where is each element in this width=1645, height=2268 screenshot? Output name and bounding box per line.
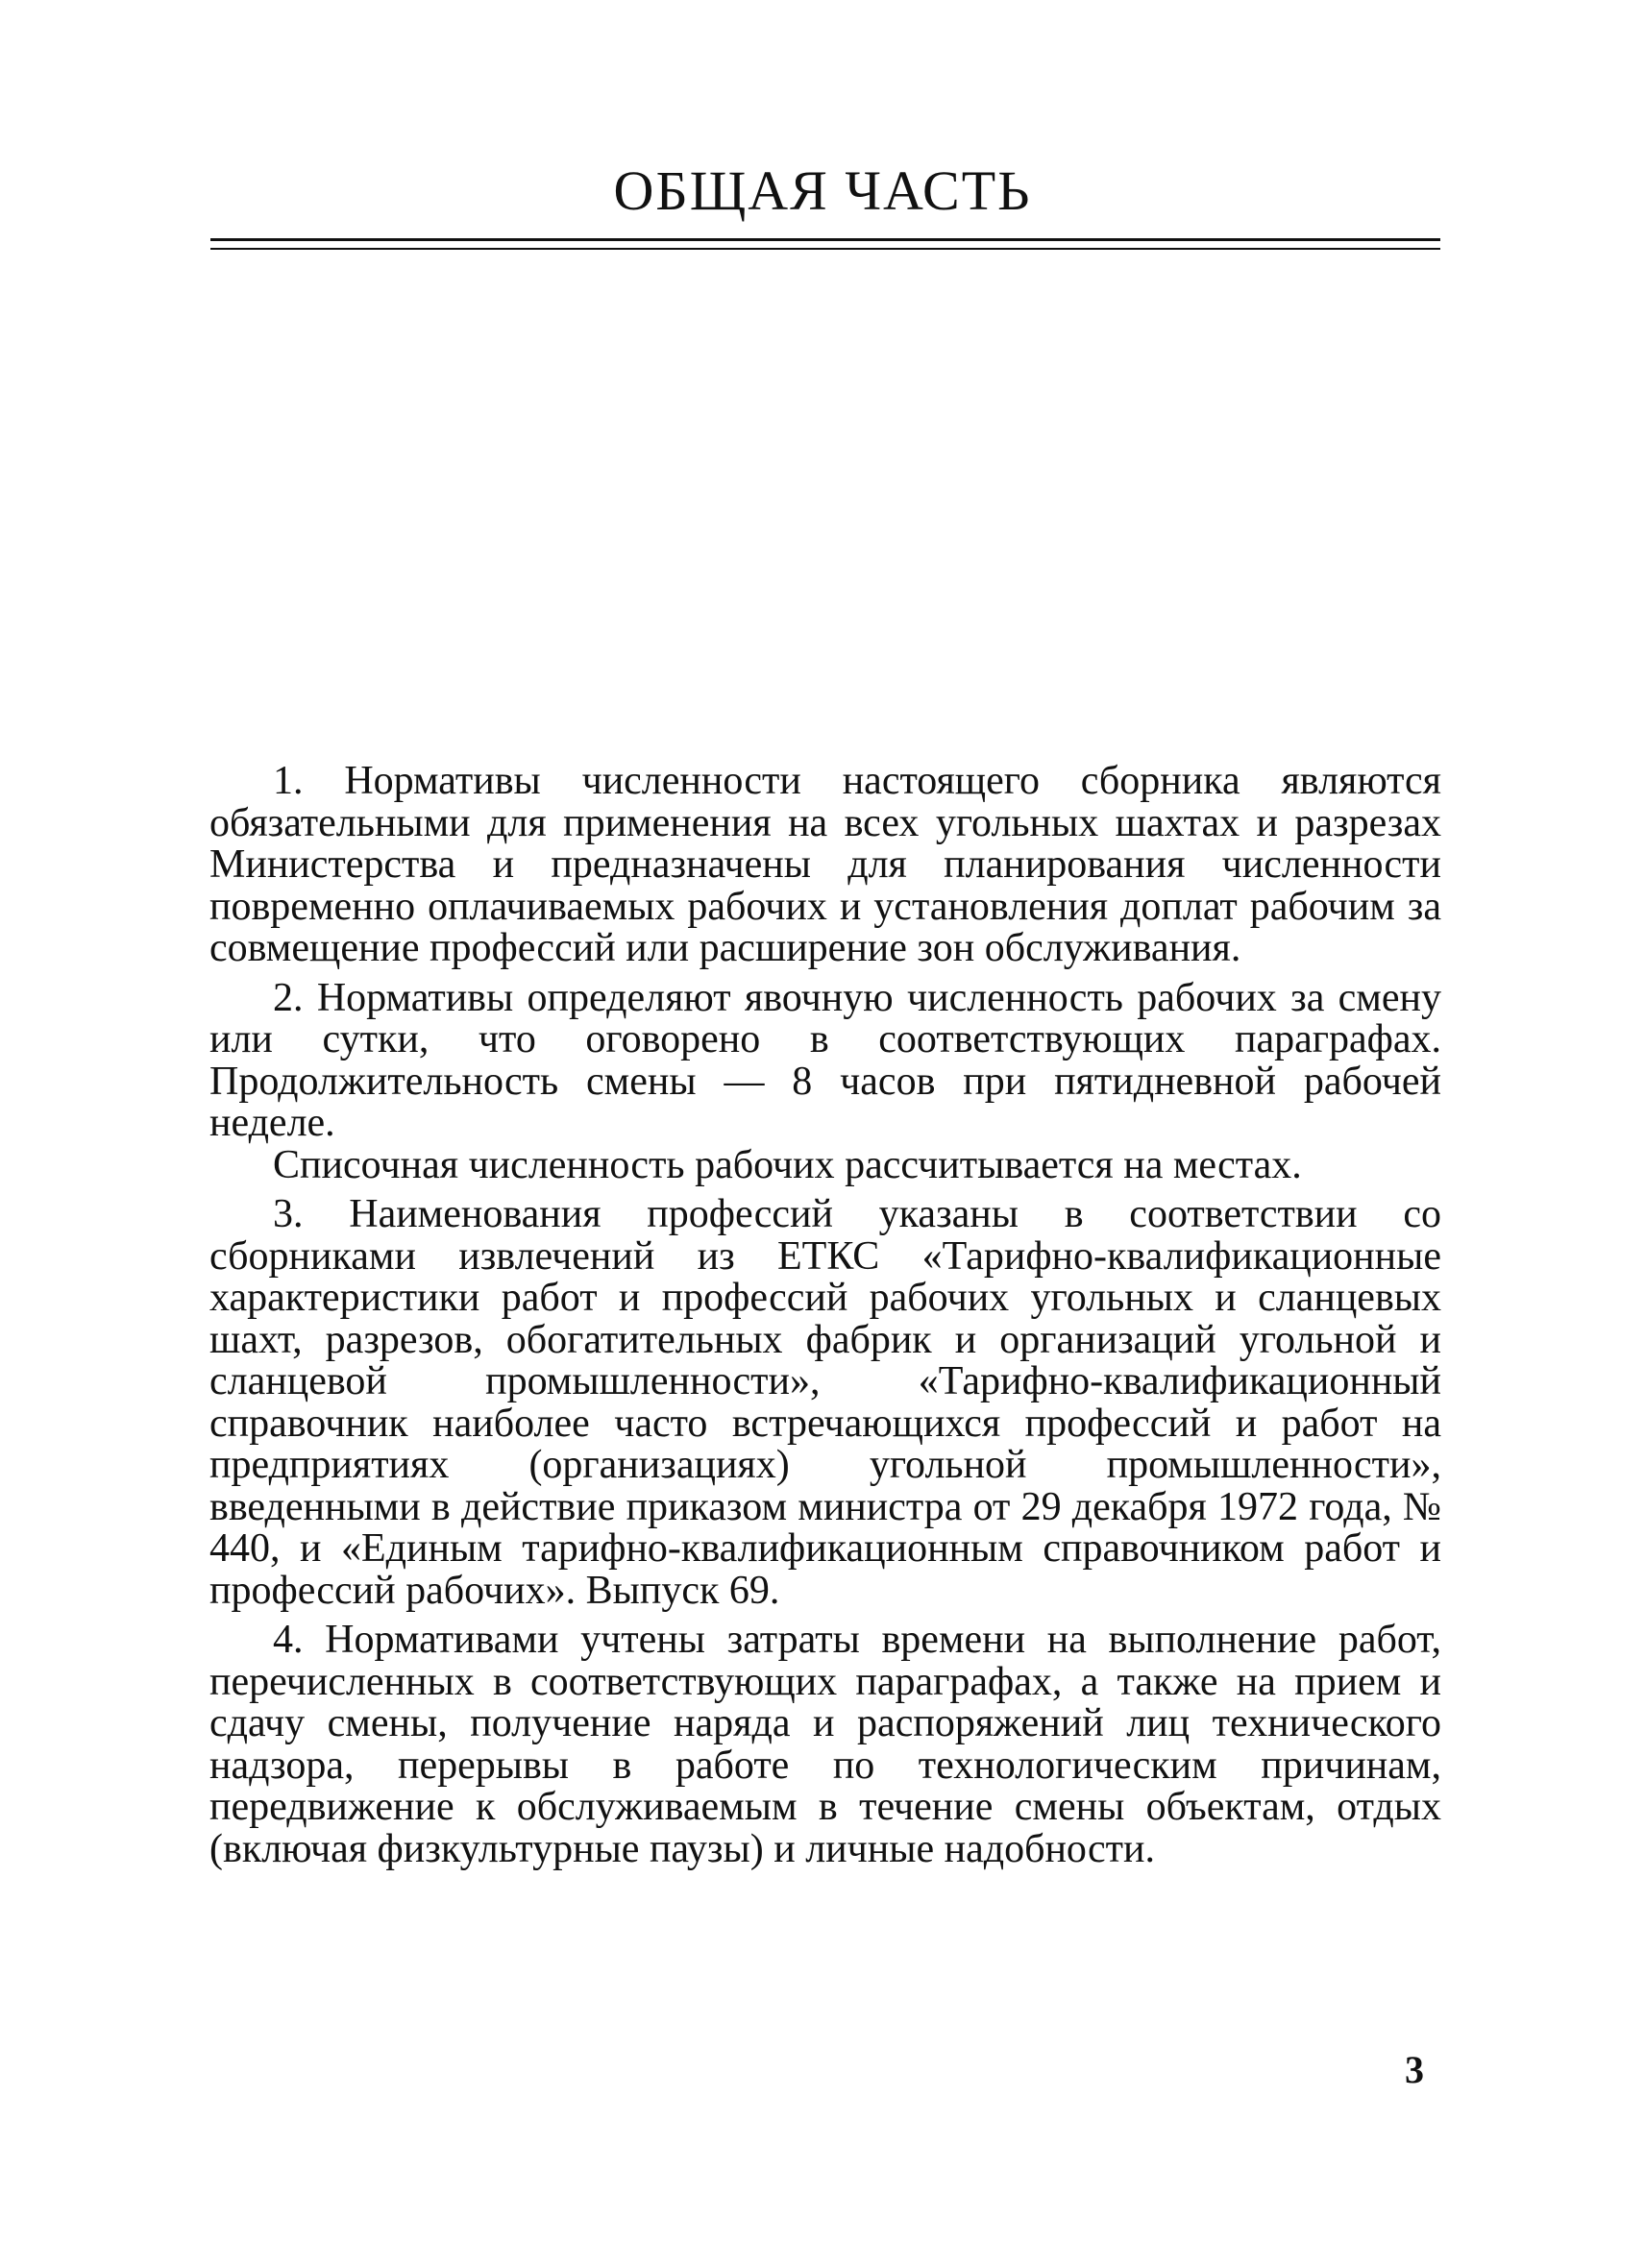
page-number: 3 bbox=[1405, 2048, 1424, 2091]
body-text bbox=[209, 761, 1441, 1870]
paragraph-3: 3. Наименования профессий указаны в соответствии со сборниками извлечений из ЕТКС «Тарифно-квалификационные характеристики работ и профессий рабочих угольных и сланцевых шахт, разрезов, обогатительных фабрик и организаций угольной и сланцевой промышленности», «Тарифно-квалификационный справочник наиболее часто встречающихся профессий и работ на предприятиях (организациях) угольной промышленности», введенными в действие приказом министра от 29 декабря 1972 года, № 440, и «Единым тарифно-квалификационным справочником работ и профессий рабочих». Выпуск 69. bbox=[209, 1192, 1441, 1613]
paragraph-2-note: Списочная численность рабочих рассчитывается на местах. bbox=[273, 1142, 1302, 1187]
paragraph-4: 4. Нормативами учтены затраты времени на выполнение работ, перечисленных в соответствующих параграфах, а также на прием и сдачу смены, получение наряда и распоряжений лиц технического надзора, перерывы в работе по технологическим причинам, передвижение к обслуживаемым в течение смены объектам, отдых (включая физкультурные паузы) и личные надобности. bbox=[209, 1618, 1441, 1871]
title-underline-thick bbox=[210, 238, 1440, 241]
title-underline-thin bbox=[210, 248, 1440, 250]
paragraph-2: 2. Нормативы определяют явочную численность рабочих за смену или сутки, что оговорено в соответствующих параграфах. Продолжительность смены — 8 часов при пятидневной рабочей неделе. bbox=[209, 975, 1441, 1145]
paragraph-1: 1. Нормативы численности настоящего сборника являются обязательными для применения на всех угольных шахтах и разрезах Министерства и предназначены для планирования численности повременно оплачиваемых рабочих и установления доплат рабочим за совмещение профессий или расширение зон обслуживания. bbox=[209, 759, 1441, 970]
page-title: ОБЩАЯ ЧАСТЬ bbox=[613, 159, 1032, 222]
